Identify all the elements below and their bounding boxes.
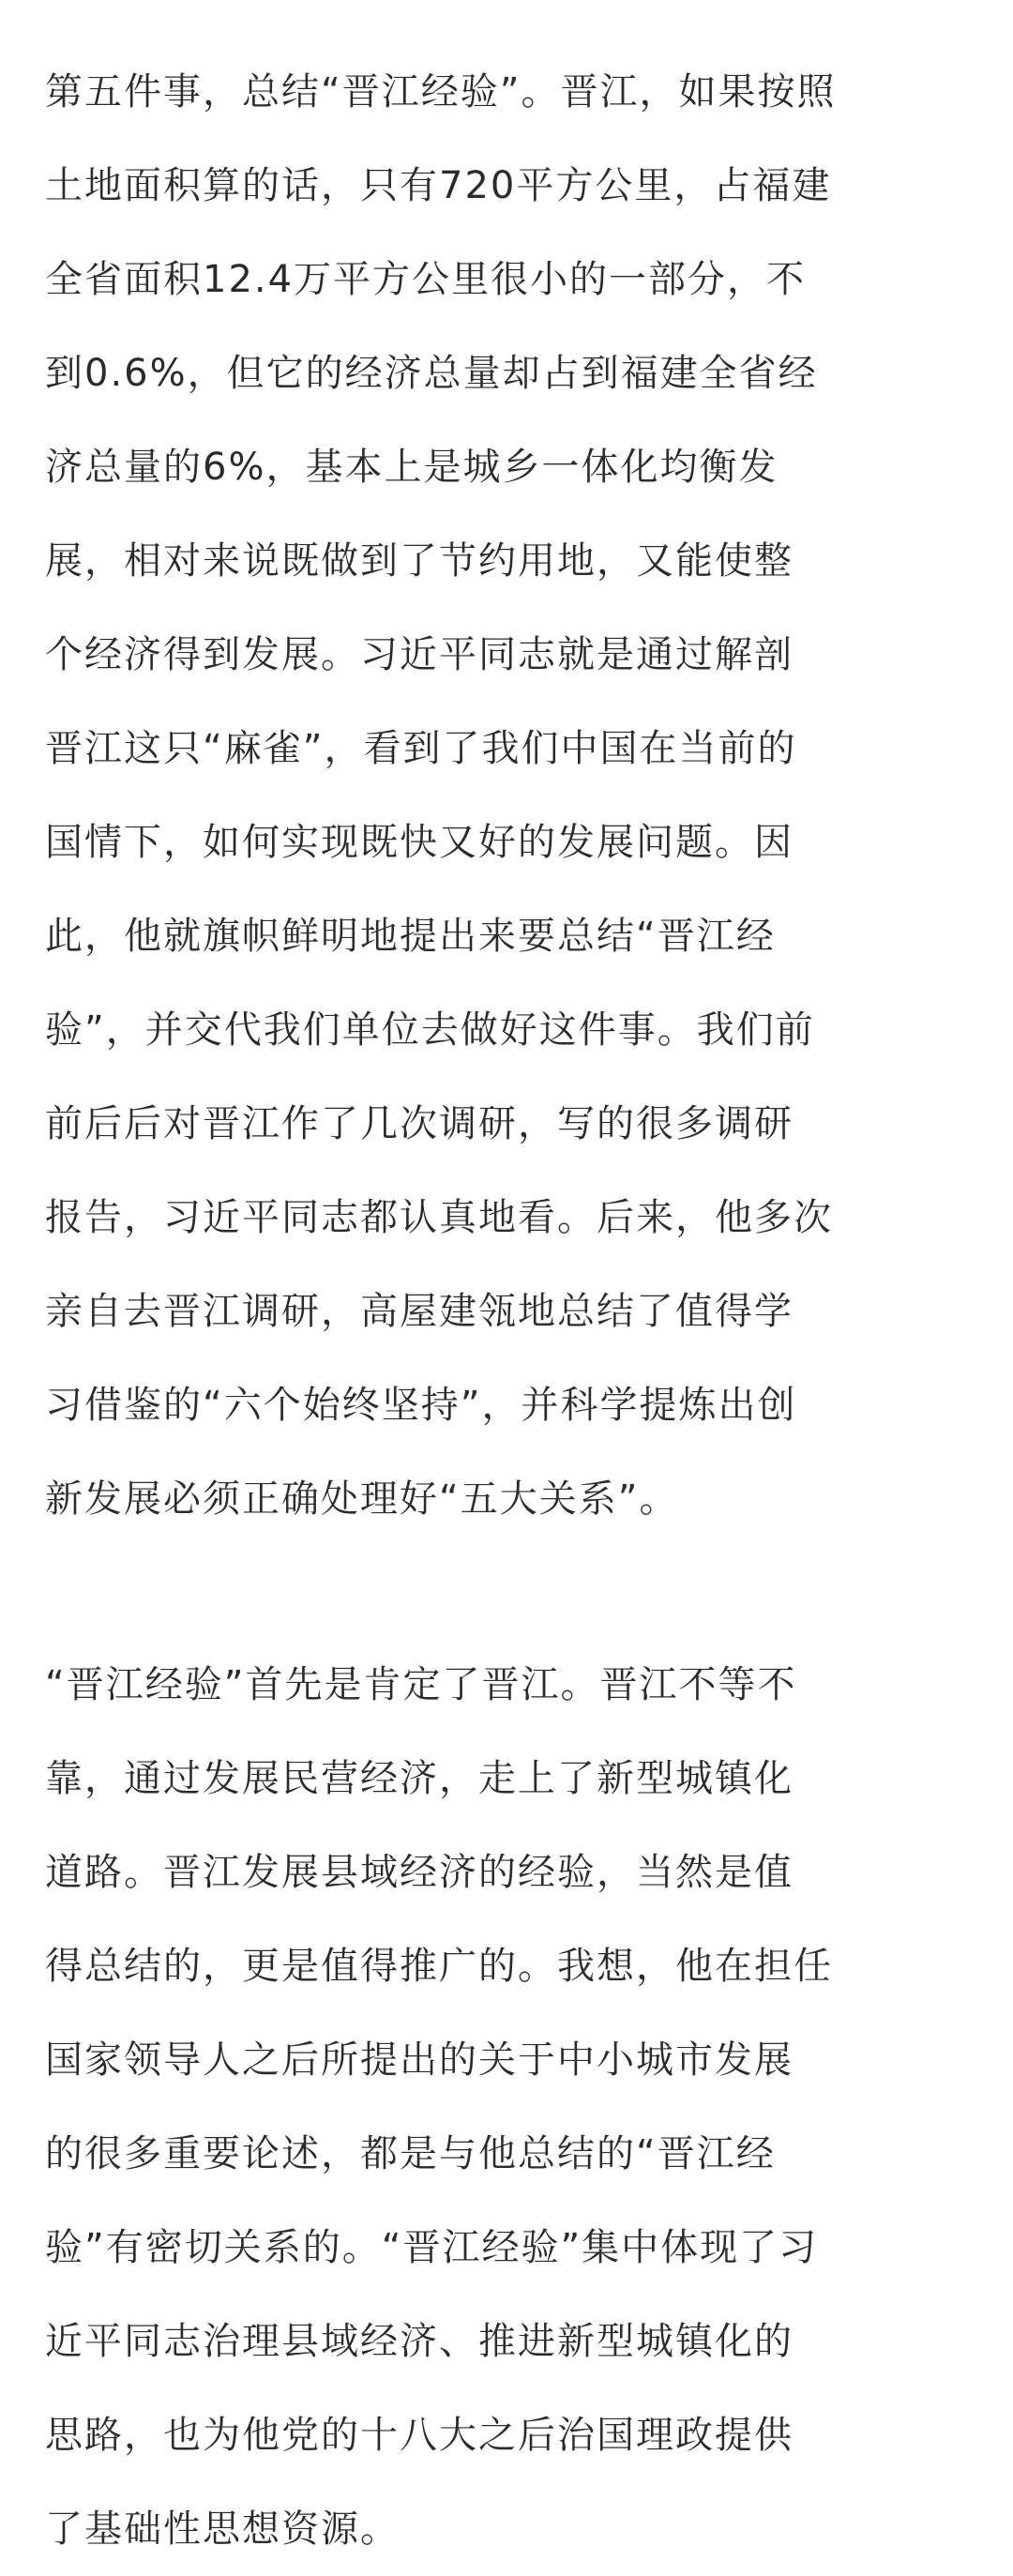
text-line: 晋江这只“麻雀”，看到了我们中国在当前的 <box>45 727 797 770</box>
text-line: 个经济得到发展。习近平同志就是通过解剖 <box>45 633 794 676</box>
text-line: 验”，并交代我们单位去做好这件事。我们前 <box>45 1008 815 1052</box>
text-line: 国家领导人之后所提出的关于中小城市发展 <box>45 2038 794 2082</box>
text-line: 思路，也为他党的十八大之后治国理政提供 <box>45 2414 794 2457</box>
text-line: 新发展必须正确处理好“五大关系”。 <box>45 1477 679 1521</box>
text-line: 全省面积12.4万平方公里很小的一部分，不 <box>45 258 807 301</box>
text-line: 靠，通过发展民营经济，走上了新型城镇化 <box>45 1757 794 1800</box>
text-line: 的很多重要论述，都是与他总结的“晋江经 <box>45 2132 776 2175</box>
text-line: 亲自去晋江调研，高屋建瓴地总结了值得学 <box>45 1290 794 1333</box>
text-line: 展，相对来说既做到了节约用地，又能使整 <box>45 539 794 583</box>
text-line: 道路。晋江发展县域经济的经验，当然是值 <box>45 1851 794 1894</box>
text-line: 近平同志治理县域经济、推进新型城镇化的 <box>45 2320 794 2363</box>
text-line: 第五件事，总结“晋江经验”。晋江，如果按照 <box>45 70 837 114</box>
paragraph-2 <box>45 1638 968 2576</box>
text-line: 习借鉴的“六个始终坚持”，并科学提炼出创 <box>45 1384 797 1427</box>
text-line: 了基础性思想资源。 <box>45 2508 400 2551</box>
text-line: 验”有密切关系的。“晋江经验”集中体现了习 <box>45 2226 819 2269</box>
text-line: 土地面积算的话，只有720平方公里，占福建 <box>45 164 832 207</box>
paragraph-1 <box>45 45 968 1546</box>
text-line: 得总结的，更是值得推广的。我想，他在担任 <box>45 1945 833 1988</box>
text-line: 前后后对晋江作了几次调研，写的很多调研 <box>45 1102 794 1145</box>
text-line: 国情下，如何实现既快又好的发展问题。因 <box>45 821 794 864</box>
text-line: 此，他就旗帜鲜明地提出来要总结“晋江经 <box>45 915 776 958</box>
text-line: 到0.6%，但它的经济总量却占到福建全省经 <box>45 352 818 395</box>
text-line: 报告，习近平同志都认真地看。后来，他多次 <box>45 1196 833 1239</box>
text-line: 济总量的6%，基本上是城乡一体化均衡发 <box>45 446 779 489</box>
text-line: “晋江经验”首先是肯定了晋江。晋江不等不 <box>45 1663 797 1706</box>
